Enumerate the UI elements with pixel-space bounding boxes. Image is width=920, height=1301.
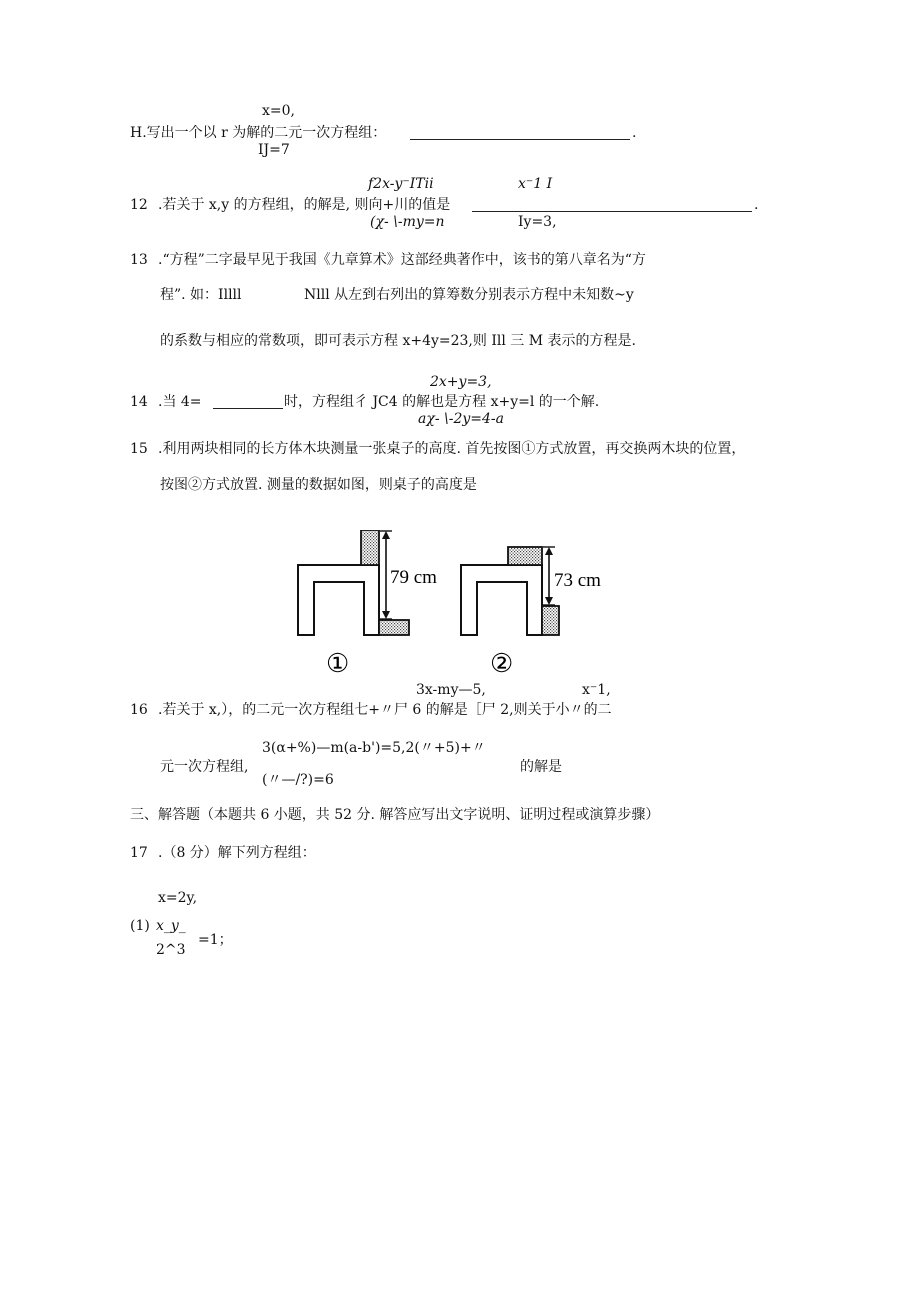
q14-equation-bottom: aχ- \-2y=4-a: [418, 411, 504, 427]
section-3-heading: 三、解答题（本题共 6 小题，共 52 分. 解答应写出文字说明、证明过程或演算步骤）: [130, 807, 660, 823]
q16-number: 16: [130, 702, 148, 718]
q11-text: H.写出一个以 r 为解的二元一次方程组：: [130, 125, 387, 141]
q12-number: 12: [130, 197, 148, 213]
fig1-arrowhead-top: [382, 531, 390, 539]
fig2-table: [461, 565, 542, 635]
q12-answer-blank[interactable]: [472, 211, 752, 212]
q17-rhs: =1；: [198, 932, 233, 948]
fig1-arrowhead-bottom: [382, 611, 390, 619]
q11-solution-bottom: IJ=7: [258, 142, 290, 158]
fig1-block-floor: [379, 620, 409, 635]
q13-line-1: .“方程”二字最早见于我国《九章算术》这部经典著作中，该书的第八章名为“方: [158, 252, 646, 268]
q16-equation2-bottom: (〃—/?)=6: [262, 772, 334, 788]
fig2-label: 73 cm: [554, 570, 601, 591]
q12-equation-bottom: (χ- \-my=n: [370, 214, 445, 230]
q16-equation-top: 3x-my—5,: [416, 682, 486, 698]
q13-line-2a: 程”. 如：Illll: [160, 287, 242, 303]
q11-solution-top: x=0,: [262, 103, 295, 119]
fig2-arrowhead-top: [545, 547, 553, 555]
q12-equation-top: f2x-y⁻ITii: [368, 176, 434, 192]
q12-solution-bottom: Iy=3,: [518, 214, 557, 230]
q17-fraction-bottom: 2^3: [156, 942, 186, 958]
q16-line-1: .若关于 x,），的二元一次方程组七+〃尸 6 的解是［尸 2,则关于小〃的二: [158, 702, 612, 718]
q17-eq1: x=2y,: [158, 890, 198, 906]
q16-line-2b: 的解是: [520, 759, 562, 775]
q12-solution-top: x⁻1 I: [518, 176, 553, 192]
q17-fraction-top: x_y_: [156, 918, 186, 934]
q17-part-label: (1): [130, 918, 150, 934]
fig2-arrowhead-bottom: [545, 597, 553, 605]
fig2-mark: ②: [490, 649, 514, 678]
q12-text: .若关于 x,y 的方程组，的解是, 则向+川的值是: [158, 197, 451, 213]
fig1-label: 79 cm: [390, 567, 437, 588]
q14-number: 14: [130, 394, 148, 410]
q13-number: 13: [130, 252, 148, 268]
q17-text: .（8 分）解下列方程组：: [158, 845, 316, 861]
fig1-table: [298, 565, 379, 635]
q11-end: .: [632, 125, 637, 141]
fig1-mark: ①: [326, 649, 350, 678]
q16-line-2a: 元一次方程组,: [160, 759, 249, 775]
q17-number: 17: [130, 845, 148, 861]
q16-equation2-top: 3(α+%)—m(a-b')=5,2(〃+5)+〃: [262, 740, 486, 756]
q13-line-2b: Nlll 从左到右列出的算筹数分别表示方程中未知数~y: [304, 287, 634, 303]
q11-answer-blank[interactable]: [410, 139, 630, 140]
q13-line-3: 的系数与相应的常数项，即可表示方程 x+4y=23,则 Ill 三 M 表示的方程是.: [160, 333, 636, 349]
q15-line-2: 按图②方式放置. 测量的数据如图，则桌子的高度是: [160, 477, 477, 493]
fig2-block-floor: [542, 606, 559, 635]
fig2-block-top: [508, 547, 542, 565]
q15-number: 15: [130, 441, 148, 457]
q14-text-a: .当 4=: [158, 394, 202, 410]
q15-figure: [292, 530, 632, 680]
fig1-block-top: [361, 530, 379, 565]
q16-solution-top: x⁻1,: [582, 682, 611, 698]
q15-line-1: .利用两块相同的长方体木块测量一张桌子的高度. 首先按图①方式放置，再交换两木块的位置，: [158, 441, 746, 457]
q14-answer-blank[interactable]: [213, 408, 283, 409]
q14-text-b: 时，方程组彳 JC4 的解也是方程 x+y=l 的一个解.: [284, 394, 600, 410]
q12-end: .: [754, 197, 759, 213]
q14-equation-top: 2x+y=3,: [430, 374, 492, 390]
